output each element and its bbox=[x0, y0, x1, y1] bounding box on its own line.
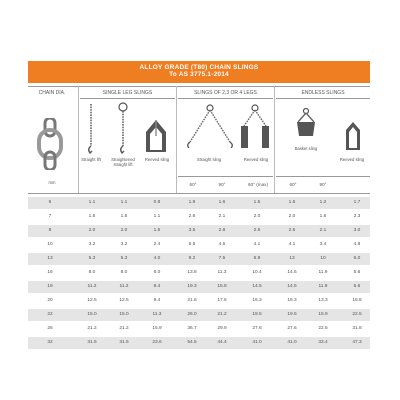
straight-lift-label: Straight lift bbox=[81, 157, 101, 162]
wll-cell: 21.2 bbox=[119, 326, 129, 331]
straightened-lift-chain-icon bbox=[117, 102, 129, 154]
reeved-multi-sling-icon bbox=[238, 104, 272, 148]
table-title: ALLOY GRADE (T80) CHAIN SLINGS bbox=[139, 64, 259, 71]
wll-cell: 1.9 bbox=[188, 200, 196, 205]
wll-cell: 33.4 bbox=[318, 340, 328, 345]
wll-cell: 17.6 bbox=[217, 298, 227, 303]
straight-multi-sling-icon bbox=[184, 104, 236, 148]
wll-cell: 18.8 bbox=[352, 298, 362, 303]
wll-cell: 5.3 bbox=[88, 256, 96, 261]
angle-60-max-label: 60° (max) bbox=[248, 182, 268, 187]
wll-cell: 15.0 bbox=[119, 312, 129, 317]
straightened-lift-label: Straightened straight lift bbox=[111, 157, 135, 167]
wll-cell: 27.6 bbox=[287, 326, 297, 331]
mm-label: mm bbox=[48, 180, 56, 185]
wll-cell: 2.6 bbox=[288, 228, 296, 233]
wll-cell: 2.3 bbox=[353, 214, 361, 219]
chain-dia-cell: 8 bbox=[48, 228, 52, 233]
wll-cell: 41.0 bbox=[287, 340, 297, 345]
table-row bbox=[28, 309, 370, 321]
wll-cell: 2.6 bbox=[188, 214, 196, 219]
wll-cell: 1.5 bbox=[88, 214, 96, 219]
wll-cell: 4.1 bbox=[288, 242, 296, 247]
basket-sling-label: Basket sling bbox=[294, 146, 318, 151]
wll-cell: 13.3 bbox=[318, 298, 328, 303]
header-bottom-rule bbox=[28, 193, 370, 194]
wll-cell: 2.0 bbox=[88, 228, 96, 233]
chain-dia-cell: 32 bbox=[47, 340, 53, 345]
wll-cell: 14.5 bbox=[252, 284, 262, 289]
wll-cell: 9.2 bbox=[188, 256, 196, 261]
wll-cell: 54.5 bbox=[187, 340, 197, 345]
wll-cell: 9.4 bbox=[153, 298, 161, 303]
wll-cell: 21.2 bbox=[217, 312, 227, 317]
reeved-endless-sling-icon bbox=[344, 120, 362, 150]
wll-cell: 1.2 bbox=[319, 200, 327, 205]
wll-cell: 41.0 bbox=[252, 340, 262, 345]
wll-cell: 11.9 bbox=[318, 284, 328, 289]
wll-cell: 1.6 bbox=[319, 214, 327, 219]
chain-dia-cell: 26 bbox=[47, 326, 53, 331]
wll-cell: 12.5 bbox=[119, 298, 129, 303]
table-row bbox=[28, 197, 370, 209]
wll-cell: 0.8 bbox=[153, 200, 161, 205]
wll-cell: 5.3 bbox=[120, 256, 128, 261]
wll-cell: 14.5 bbox=[287, 270, 297, 275]
wll-cell: 5.5 bbox=[188, 242, 196, 247]
chain-dia-cell: 20 bbox=[47, 298, 53, 303]
table-row bbox=[28, 281, 370, 293]
wll-cell: 8.0 bbox=[120, 270, 128, 275]
table-row bbox=[28, 225, 370, 237]
wll-cell: 3.4 bbox=[319, 242, 327, 247]
wll-cell: 4.0 bbox=[153, 256, 161, 261]
table-row bbox=[28, 295, 370, 307]
angle-60-endless-label: 60° bbox=[289, 182, 297, 187]
chain-dia-cell: 10 bbox=[47, 242, 53, 247]
wll-cell: 3.0 bbox=[353, 228, 361, 233]
wll-cell: 19.5 bbox=[287, 312, 297, 317]
chain-dia-cell: 6 bbox=[48, 200, 52, 205]
wll-cell: 3.5 bbox=[188, 228, 196, 233]
header-chain-dia: CHAIN DIA. bbox=[38, 90, 66, 96]
wll-cell: 1.1 bbox=[88, 200, 96, 205]
wll-cell: 3.2 bbox=[120, 242, 128, 247]
chain-link-icon bbox=[36, 118, 64, 170]
angle-rule bbox=[178, 176, 273, 177]
wll-cell: 4.5 bbox=[218, 242, 226, 247]
wll-cell: 12.5 bbox=[87, 298, 97, 303]
wll-cell: 21.2 bbox=[87, 326, 97, 331]
wll-cell: 6.0 bbox=[153, 270, 161, 275]
wll-cell: 2.0 bbox=[288, 214, 296, 219]
wll-cell: 4.8 bbox=[353, 242, 361, 247]
wll-cell: 8.0 bbox=[88, 270, 96, 275]
reeved-endless-label: Reeved sling bbox=[339, 157, 365, 162]
wll-cell: 6.0 bbox=[353, 256, 361, 261]
single-leg-rule bbox=[80, 98, 175, 99]
wll-cell: 27.6 bbox=[252, 326, 262, 331]
angle-90-endless-label: 90° bbox=[319, 182, 327, 187]
table-row bbox=[28, 323, 370, 335]
wll-cell: 11.2 bbox=[119, 284, 129, 289]
wll-cell: 19.3 bbox=[187, 284, 197, 289]
wll-cell: 44.4 bbox=[217, 340, 227, 345]
wll-cell: 1.5 bbox=[120, 214, 128, 219]
table-subtitle: To AS 3775.1-2014 bbox=[169, 71, 229, 78]
angle-rule bbox=[276, 176, 370, 177]
wll-cell: 2.1 bbox=[319, 228, 327, 233]
wll-cell: 2.8 bbox=[218, 228, 226, 233]
wll-cell: 47.3 bbox=[352, 340, 362, 345]
wll-cell: 23.6 bbox=[152, 340, 162, 345]
wll-cell: 11.2 bbox=[87, 284, 97, 289]
wll-cell: 10.4 bbox=[252, 270, 262, 275]
wll-cell: 22.5 bbox=[318, 326, 328, 331]
straight-multi-label: Straight sling bbox=[196, 157, 222, 162]
table-row bbox=[28, 211, 370, 223]
wll-cell: 15.8 bbox=[217, 284, 227, 289]
table-title-banner bbox=[28, 61, 370, 83]
wll-cell: 22.5 bbox=[352, 312, 362, 317]
straight-lift-chain-icon bbox=[86, 102, 96, 154]
wll-cell: 1.5 bbox=[153, 228, 161, 233]
table-row bbox=[28, 239, 370, 251]
wll-cell: 8.4 bbox=[153, 284, 161, 289]
divider bbox=[78, 86, 79, 193]
wll-cell: 16.3 bbox=[252, 298, 262, 303]
table-row bbox=[28, 267, 370, 279]
wll-cell: 1.5 bbox=[288, 200, 296, 205]
wll-cell: 31.5 bbox=[87, 340, 97, 345]
angle-90-label: 90° bbox=[218, 182, 226, 187]
wll-cell: 5.6 bbox=[353, 284, 361, 289]
chain-dia-cell: 22 bbox=[47, 312, 53, 317]
endless-rule bbox=[276, 98, 370, 99]
wll-cell: 10 bbox=[320, 256, 326, 261]
wll-cell: 2.6 bbox=[253, 228, 261, 233]
wll-cell: 21.6 bbox=[187, 298, 197, 303]
wll-cell: 14.5 bbox=[287, 284, 297, 289]
multi-leg-rule bbox=[178, 98, 273, 99]
header-multi-leg: SLINGS OF 2,3 OR 4 LEGS bbox=[194, 90, 257, 96]
basket-sling-icon bbox=[294, 108, 318, 138]
wll-cell: 13.8 bbox=[187, 270, 197, 275]
chain-dia-cell: 19 bbox=[47, 284, 53, 289]
wll-cell: 1.1 bbox=[120, 200, 128, 205]
divider bbox=[274, 86, 275, 193]
reeved-multi-label: Reeved sling bbox=[243, 157, 269, 162]
wll-cell: 11.3 bbox=[152, 312, 162, 317]
wll-cell: 36.7 bbox=[187, 326, 197, 331]
wll-cell: 11.9 bbox=[318, 270, 328, 275]
reeved-single-label: Reeved sling bbox=[144, 157, 170, 162]
wll-cell: 1.1 bbox=[153, 214, 161, 219]
angle-60-label: 60° bbox=[189, 182, 197, 187]
header-top-rule bbox=[28, 86, 370, 87]
wll-cell: 4.1 bbox=[253, 242, 261, 247]
wll-cell: 6.9 bbox=[253, 256, 261, 261]
wll-cell: 31.5 bbox=[119, 340, 129, 345]
wll-cell: 15.9 bbox=[318, 312, 328, 317]
header-single-leg: SINGLE LEG SLINGS bbox=[102, 90, 153, 96]
reeved-single-sling-icon bbox=[142, 118, 170, 152]
wll-cell: 2.1 bbox=[218, 214, 226, 219]
wll-cell: 31.8 bbox=[352, 326, 362, 331]
chain-dia-cell: 13 bbox=[47, 256, 53, 261]
table-row bbox=[28, 253, 370, 265]
wll-cell: 1.7 bbox=[353, 200, 361, 205]
wll-cell: 2.4 bbox=[153, 242, 161, 247]
wll-cell: 1.6 bbox=[218, 200, 226, 205]
wll-cell: 15.9 bbox=[152, 326, 162, 331]
wll-cell: 5.6 bbox=[353, 270, 361, 275]
wll-cell: 1.5 bbox=[253, 200, 261, 205]
wll-cell: 11.3 bbox=[217, 270, 227, 275]
wll-cell: 2.0 bbox=[253, 214, 261, 219]
wll-cell: 2.0 bbox=[120, 228, 128, 233]
chain-dia-cell: 16 bbox=[47, 270, 53, 275]
divider bbox=[176, 86, 177, 193]
wll-cell: 3.2 bbox=[88, 242, 96, 247]
chain-dia-cell: 7 bbox=[48, 214, 52, 219]
wll-cell: 16.3 bbox=[287, 298, 297, 303]
wll-cell: 19.5 bbox=[252, 312, 262, 317]
table-row bbox=[28, 337, 370, 349]
wll-cell: 15.0 bbox=[87, 312, 97, 317]
wll-cell: 29.9 bbox=[217, 326, 227, 331]
wll-cell: 26.0 bbox=[187, 312, 197, 317]
wll-cell: 13 bbox=[289, 256, 295, 261]
header-endless: ENDLESS SLINGS bbox=[301, 90, 345, 96]
wll-cell: 7.5 bbox=[218, 256, 226, 261]
